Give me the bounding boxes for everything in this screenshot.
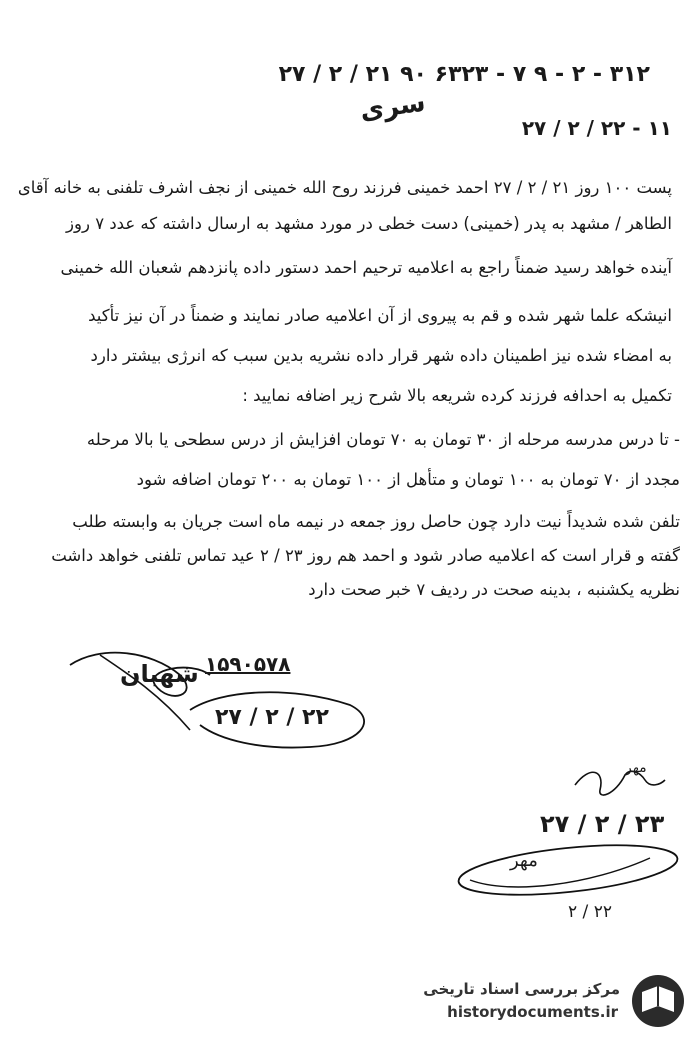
body-line: پست ۱۰۰ روز ۲۱ / ۲ / ۲۷ احمد خمینی فرزند روح الله خمینی از نجف اشرف تلفنی به خانه آقای xyxy=(17,178,672,197)
body-line: آینده خواهد رسید ضمناً راجع به اعلامیه ترحیم احمد دستور داده پانزدهم شعبان الله خمینی xyxy=(60,258,672,277)
lower-signature-text: مهر xyxy=(510,850,538,871)
archive-logo-icon xyxy=(628,972,688,1030)
signature-name: شهبان xyxy=(120,660,199,688)
signature-date: ۲۲ / ۲ / ۲۷ xyxy=(215,705,329,730)
body-line: - تا درس مدرسه مرحله از ۳۰ تومان به ۷۰ تومان افزایش از درس سطحی یا بالا مرحله xyxy=(86,430,680,449)
document-subheader: ۱۱ - ۲۲ / ۲ / ۲۷ xyxy=(521,116,672,140)
initials-scribble xyxy=(570,760,670,810)
lower-signature-scribble xyxy=(450,840,680,910)
document-header-numbers: ۳۱۲ - ۲ - ۹ ۷ - ۶۳۲۳ ۹۰ ۲۱ / ۲ / ۲۷ xyxy=(278,62,650,87)
lower-signature-code: ۲۲ / ۲ xyxy=(568,902,612,922)
lower-signature-date: ۲۳ / ۲ / ۲۷ xyxy=(540,810,665,838)
initials-label: مهر xyxy=(625,760,647,776)
body-line: مجدد از ۷۰ تومان به ۱۰۰ تومان و متأهل از ۱۰۰ تومان به ۲۰۰ تومان اضافه شود xyxy=(136,470,680,489)
reference-number: ۱۵۹۰۵۷۸ xyxy=(205,652,291,676)
archive-url: historydocuments.ir xyxy=(447,1003,618,1021)
body-line: تلفن شده شدیداً نیت دارد چون حاصل روز جمعه در نیمه ماه است جریان به وابسته طلب xyxy=(72,512,680,531)
body-line: نظریه یکشنبه ، بدینه صحت در ردیف ۷ خبر صحت دارد xyxy=(308,580,680,599)
body-line: به امضاء شده نیز اطمینان داده شهر قرار داده نشریه بدین سبب که انرژی بیشتر دارد xyxy=(90,346,672,365)
secret-stamp: سری xyxy=(358,87,428,127)
archive-name: مرکز بررسی اسناد تاریخی xyxy=(423,980,620,998)
body-line: الطاهر / مشهد به پدر (خمینی) دست خطی در مورد مشهد به ارسال داشته که عدد ۷ روز xyxy=(66,214,672,233)
body-line: گفته و قرار است که اعلامیه صادر شود و احمد هم روز ۲۳ / ۲ عید تماس تلفنی خواهد داشت xyxy=(51,546,680,565)
body-line: تکمیل به احدافه فرزند کرده شریعه بالا شرح زیر اضافه نمایید : xyxy=(242,386,672,405)
body-line: انیشکه علما شهر شده و قم به پیروی از آن اعلامیه صادر نمایند و ضمناً در آن نیز تأکید xyxy=(88,306,672,325)
